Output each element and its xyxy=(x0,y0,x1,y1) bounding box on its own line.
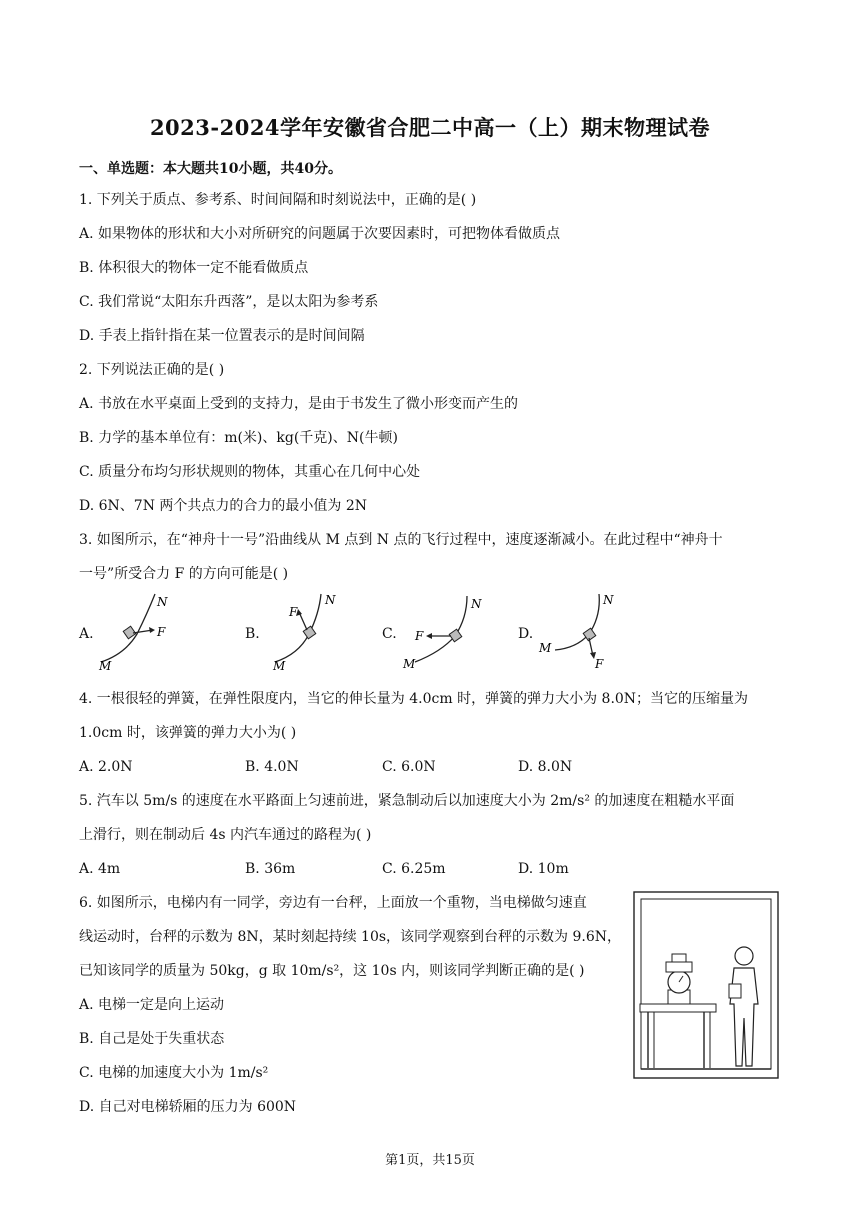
q3-label-d: D. xyxy=(518,626,534,642)
page-footer: 第1页，共15页 xyxy=(385,1153,475,1168)
q1-option-d: D. 手表上指针指在某一位置表示的是时间间隔 xyxy=(79,328,365,344)
q3-stem-line1: 3. 如图所示，在“神舟十一号”沿曲线从 M 点到 N 点的飞行过程中，速度逐渐减小。在此过程中“神舟十 xyxy=(79,532,723,548)
elevator-illustration xyxy=(632,890,782,1082)
q6-option-c: C. 电梯的加速度大小为 1m/s² xyxy=(79,1065,269,1081)
q1-option-b: B. 体积很大的物体一定不能看做质点 xyxy=(79,260,309,276)
q2-option-d: D. 6N、7N 两个共点力的合力的最小值为 2N xyxy=(79,498,367,514)
q5-stem-line1: 5. 汽车以 5m/s 的速度在水平路面上匀速前进，紧急制动后以加速度大小为 2m/s² 的加速度在粗糙水平面 xyxy=(79,793,735,809)
fig-c-f: F xyxy=(415,629,424,643)
trajectory-figure-d xyxy=(537,590,627,670)
q4-option-a: A. 2.0N xyxy=(79,759,133,775)
fig-d-f: F xyxy=(595,657,604,670)
fig-a-m: M xyxy=(99,659,112,670)
trajectory-figure-b xyxy=(269,590,349,670)
q4-option-c: C. 6.0N xyxy=(382,759,436,775)
q6-option-b: B. 自己是处于失重状态 xyxy=(79,1031,225,1047)
q2-option-b: B. 力学的基本单位有：m(米)、kg(千克)、N(牛顿) xyxy=(79,430,398,446)
page-title: 2023-2024学年安徽省合肥二中高一（上）期末物理试卷 xyxy=(149,115,711,140)
fig-b-n: N xyxy=(325,593,336,607)
section-heading: 一、单选题：本大题共10小题，共40分。 xyxy=(79,161,342,177)
q3-label-b: B. xyxy=(245,626,260,642)
q5-option-b: B. 36m xyxy=(245,861,296,877)
q3-figures xyxy=(79,590,779,670)
q6-option-d: D. 自己对电梯轿厢的压力为 600N xyxy=(79,1099,297,1115)
trajectory-figure-c xyxy=(401,590,491,670)
q5-option-a: A. 4m xyxy=(79,861,121,877)
q4-stem-line2: 1.0cm 时，该弹簧的弹力大小为( ) xyxy=(79,725,297,741)
q3-label-c: C. xyxy=(382,626,397,642)
q1-option-a: A. 如果物体的形状和大小对所研究的问题属于次要因素时，可把物体看做质点 xyxy=(79,226,561,242)
q2-stem: 2. 下列说法正确的是( ) xyxy=(79,362,225,378)
q2-option-a: A. 书放在水平桌面上受到的支持力，是由于书发生了微小形变而产生的 xyxy=(79,396,519,412)
q1-option-c: C. 我们常说“太阳东升西落”，是以太阳为参考系 xyxy=(79,294,379,310)
fig-d-n: N xyxy=(603,593,614,607)
q6-option-a: A. 电梯一定是向上运动 xyxy=(79,997,225,1013)
fig-a-n: N xyxy=(157,595,168,609)
fig-c-n: N xyxy=(471,597,482,611)
q2-option-c: C. 质量分布均匀形状规则的物体，其重心在几何中心处 xyxy=(79,464,421,480)
q5-option-d: D. 10m xyxy=(518,861,569,877)
fig-d-m: M xyxy=(539,641,552,655)
q6-stem-line1: 6. 如图所示，电梯内有一同学，旁边有一台秤，上面放一个重物，当电梯做匀速直 xyxy=(79,895,587,911)
q4-option-d: D. 8.0N xyxy=(518,759,573,775)
q4-stem-line1: 4. 一根很轻的弹簧，在弹性限度内，当它的伸长量为 4.0cm 时，弹簧的弹力大小为 8.0N；当它的压缩量为 xyxy=(79,691,749,707)
q3-stem-line2: 一号”所受合力 F 的方向可能是( ) xyxy=(79,566,289,582)
fig-a-f: F xyxy=(157,625,166,639)
fig-b-m: M xyxy=(273,659,286,670)
fig-c-m: M xyxy=(403,657,416,670)
q5-option-c: C. 6.25m xyxy=(382,861,446,877)
q6-stem-line2: 线运动时，台秤的示数为 8N，某时刻起持续 10s，该同学观察到台秤的示数为 9.6N， xyxy=(79,929,622,945)
fig-b-f: F xyxy=(289,605,298,619)
q4-option-b: B. 4.0N xyxy=(245,759,299,775)
q3-label-a: A. xyxy=(79,626,94,642)
q5-stem-line2: 上滑行，则在制动后 4s 内汽车通过的路程为( ) xyxy=(79,827,372,843)
q1-stem: 1. 下列关于质点、参考系、时间间隔和时刻说法中，正确的是( ) xyxy=(79,192,477,208)
q6-stem-line3: 已知该同学的质量为 50kg，g 取 10m/s²，这 10s 内，则该同学判断正确的是( ) xyxy=(79,963,585,979)
trajectory-figure-a xyxy=(97,590,187,670)
